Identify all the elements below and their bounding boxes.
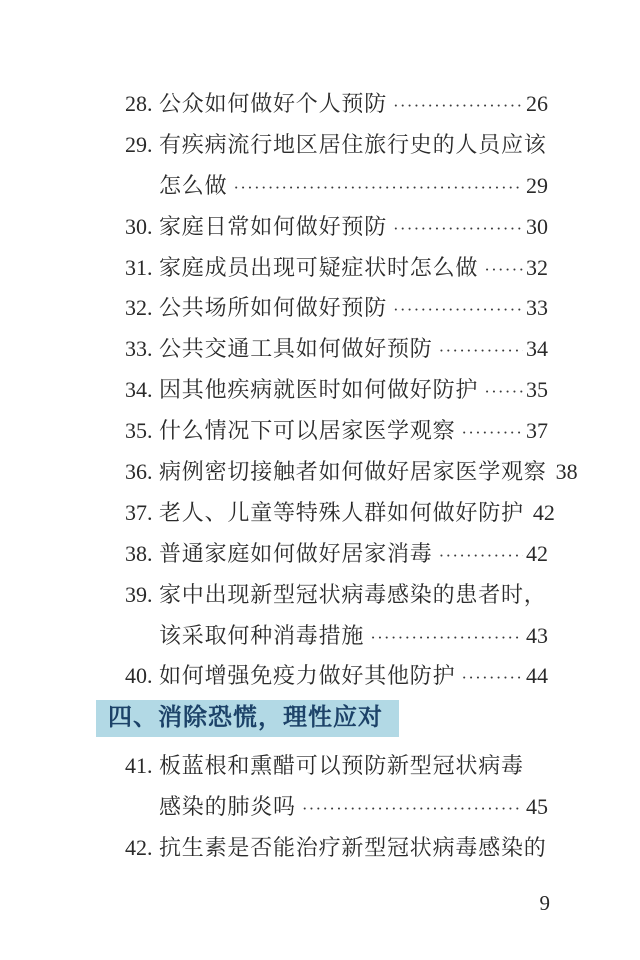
- entry-title: 家中出现新型冠状病毒感染的患者时，: [159, 581, 547, 607]
- entry-title: 老人、儿童等特殊人群如何做好防护: [159, 499, 524, 525]
- entry-title: 什么情况下可以居家医学观察: [159, 418, 456, 444]
- entry-title: 家庭成员出现可疑症状时怎么做: [159, 254, 479, 280]
- entry-number: 34.: [125, 377, 153, 403]
- entry-title: 如何增强免疫力做好其他防护: [159, 663, 456, 689]
- entry-page-number: 32: [526, 254, 548, 280]
- dot-leader: [461, 411, 523, 454]
- entry-number: 29.: [125, 131, 153, 157]
- entry-number: 32.: [125, 295, 153, 321]
- entry-page-number: 30: [526, 213, 548, 239]
- entry-title: 公共交通工具如何做好预防: [159, 336, 433, 362]
- entry-title: 公众如何做好个人预防: [159, 91, 388, 116]
- entry-page-number: 34: [526, 336, 548, 362]
- dot-leader: [439, 534, 523, 577]
- entry-page-number: 45: [526, 794, 548, 820]
- entry-page-number: 38: [555, 459, 578, 485]
- toc-entry-line: [125, 452, 578, 493]
- entry-title: 公共场所如何做好预防: [159, 295, 388, 321]
- entry-number: 36.: [125, 459, 153, 485]
- entry-page-number: 44: [526, 663, 548, 689]
- dot-leader: [370, 616, 523, 659]
- entry-title: 家庭日常如何做好预防: [159, 213, 388, 239]
- dot-leader: [484, 370, 523, 413]
- toc-entry-line: [125, 166, 548, 207]
- entry-number: 39.: [125, 581, 153, 607]
- toc-entry-line: [125, 207, 548, 248]
- page-number: 9: [539, 891, 550, 915]
- toc-entry-line: [125, 329, 548, 370]
- dot-leader: [439, 329, 523, 372]
- toc-entry-line: [125, 534, 548, 575]
- toc-entry-line: [125, 575, 548, 616]
- entry-number: 28.: [125, 91, 153, 116]
- toc-entry-line: [125, 746, 548, 787]
- toc-entry-line: [125, 125, 548, 166]
- table-of-contents: [108, 84, 578, 869]
- entry-title: 感染的肺炎吗: [159, 794, 296, 820]
- entry-number: 31.: [125, 254, 153, 280]
- dot-leader: [393, 207, 523, 250]
- dot-leader: [233, 166, 523, 209]
- toc-entry-line: [125, 288, 548, 329]
- entry-number: 35.: [125, 418, 153, 444]
- entry-title: 怎么做: [159, 172, 228, 198]
- dot-leader: [393, 84, 523, 127]
- section-header: 四、消除恐慌，理性应对: [96, 700, 399, 737]
- toc-entry-line: [125, 828, 548, 869]
- toc-entry-line: [125, 493, 555, 534]
- toc-entry-line: [125, 616, 548, 657]
- entry-page-number: 35: [526, 377, 548, 403]
- entry-number: 37.: [125, 499, 153, 525]
- entry-number: 30.: [125, 213, 153, 239]
- entry-page-number: 37: [526, 418, 548, 444]
- entry-title: 有疾病流行地区居住旅行史的人员应该: [159, 131, 547, 157]
- entry-page-number: 43: [526, 622, 548, 648]
- entry-title: 该采取何种消毒措施: [159, 622, 365, 648]
- entry-number: 40.: [125, 663, 153, 689]
- entry-page-number: 42: [532, 499, 555, 525]
- dot-leader: [302, 787, 523, 830]
- dot-leader: [393, 288, 523, 331]
- entry-title: 普通家庭如何做好居家消毒: [159, 540, 433, 566]
- dot-leader: [461, 656, 523, 699]
- toc-entry-line: [125, 84, 548, 125]
- entry-number: 38.: [125, 540, 153, 566]
- entry-title: 因其他疾病就医时如何做好防护: [159, 377, 479, 403]
- entry-page-number: 26: [526, 91, 548, 116]
- toc-entry-line: [125, 248, 548, 289]
- entry-title: 病例密切接触者如何做好居家医学观察: [159, 459, 547, 485]
- entry-page-number: 42: [526, 540, 548, 566]
- toc-entry-line: [125, 787, 548, 828]
- entry-title: 板蓝根和熏醋可以预防新型冠状病毒: [159, 753, 524, 779]
- dot-leader: [484, 248, 523, 291]
- toc-entry-line: [125, 411, 548, 452]
- entry-number: 42.: [125, 835, 153, 861]
- entry-title: 抗生素是否能治疗新型冠状病毒感染的: [159, 835, 547, 861]
- entry-number: 41.: [125, 753, 153, 779]
- toc-entry-line: [125, 370, 548, 411]
- entry-number: 33.: [125, 336, 153, 362]
- entry-page-number: 33: [526, 295, 548, 321]
- toc-entry-line: [125, 656, 548, 697]
- entry-page-number: 29: [526, 172, 548, 198]
